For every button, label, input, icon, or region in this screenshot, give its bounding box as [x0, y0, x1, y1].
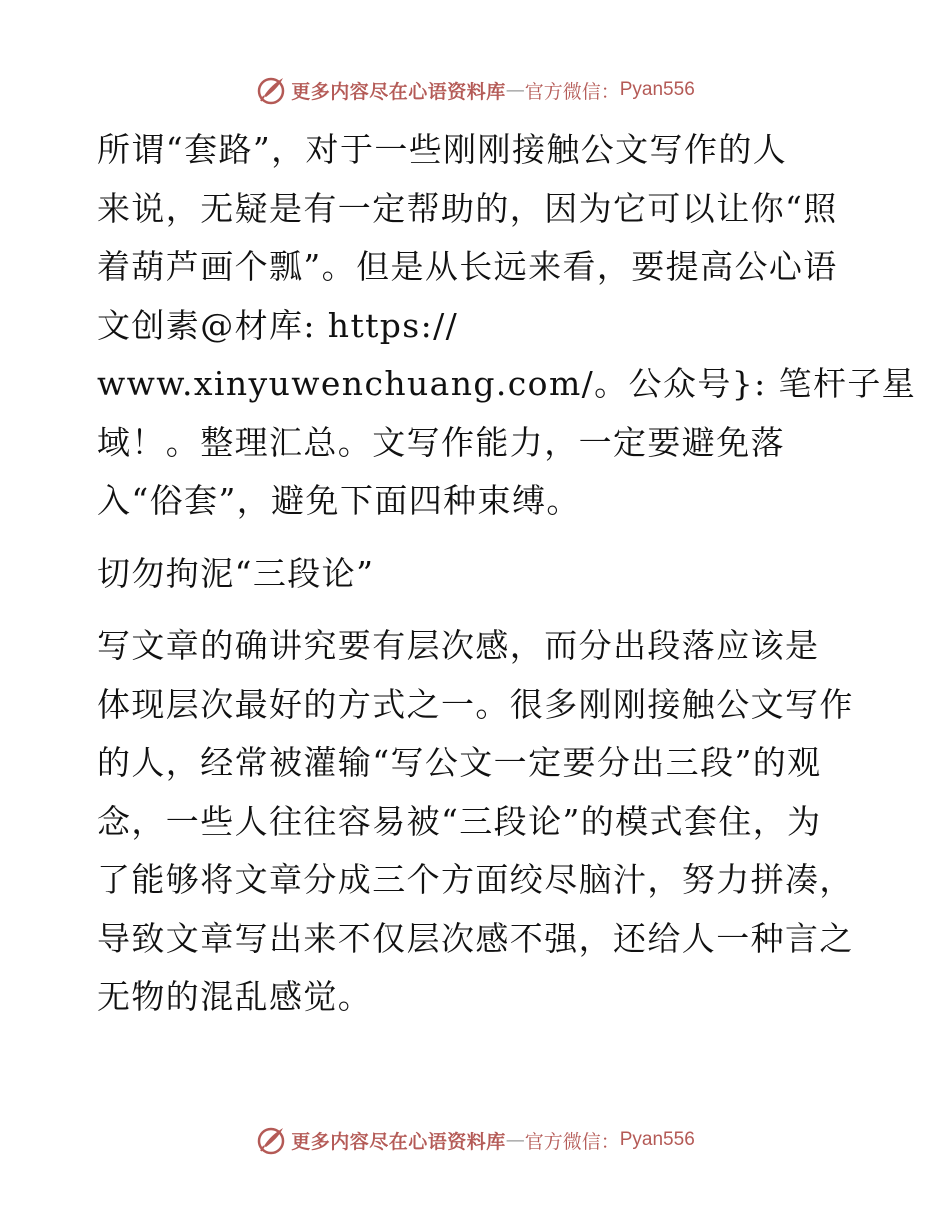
text-line: 体现层次最好的方式之一。很多刚刚接触公文写作 [97, 684, 854, 724]
text-line: 无物的混乱感觉。 [97, 977, 373, 1016]
footer-banner [0, 1122, 950, 1158]
text-line: 来说，无疑是有一定帮助的，因为它可以让你“照 [97, 188, 838, 228]
paragraph-intro [97, 121, 917, 531]
paragraph-body [97, 617, 857, 1027]
heading-line: 切勿拘泥“三段论” [97, 553, 375, 593]
quill-logo-icon [255, 1124, 287, 1156]
banner-separator: — [505, 1129, 525, 1151]
text-line: 所谓“套路”，对于一些刚刚接触公文写作的人 [97, 130, 788, 169]
text-line: 着葫芦画个瓢”。但是从长远来看，要提高公心语 [97, 247, 838, 286]
text-line: 文创素@材库: https:// [97, 305, 459, 345]
text-line: 入“俗套”，避免下面四种束缚。 [97, 481, 581, 520]
banner-text: 更多内容尽在心语资料库 [291, 80, 506, 103]
document-body [97, 121, 917, 1027]
text-line: 念，一些人往往容易被“三段论”的模式套住，为 [97, 801, 822, 841]
banner-separator: — [505, 79, 525, 101]
text-line: 的人，经常被灌输“写公文一定要分出三段”的观 [97, 743, 822, 782]
quill-logo-icon [255, 74, 287, 106]
text-line: www.xinyuwenchuang.com/。公众号}: 笔杆子星 [97, 364, 917, 403]
text-line: 写文章的确讲究要有层次感，而分出段落应该是 [97, 626, 820, 665]
text-line: 域！。整理汇总。文写作能力，一定要避免落 [97, 422, 785, 462]
banner-wechat-id: Pyan556 [619, 79, 695, 100]
section-heading [97, 545, 857, 604]
banner-wechat-label: 官方微信： [524, 1130, 620, 1153]
banner-wechat-label: 官方微信： [524, 80, 620, 103]
banner-text: 更多内容尽在心语资料库 [291, 1130, 506, 1153]
header-banner [0, 72, 950, 108]
banner-wechat-id: Pyan556 [619, 1129, 695, 1150]
text-line: 导致文章写出来不仅层次感不强，还给人一种言之 [97, 918, 854, 958]
text-line: 了能够将文章分成三个方面绞尽脑汁，努力拼凑， [97, 860, 854, 899]
